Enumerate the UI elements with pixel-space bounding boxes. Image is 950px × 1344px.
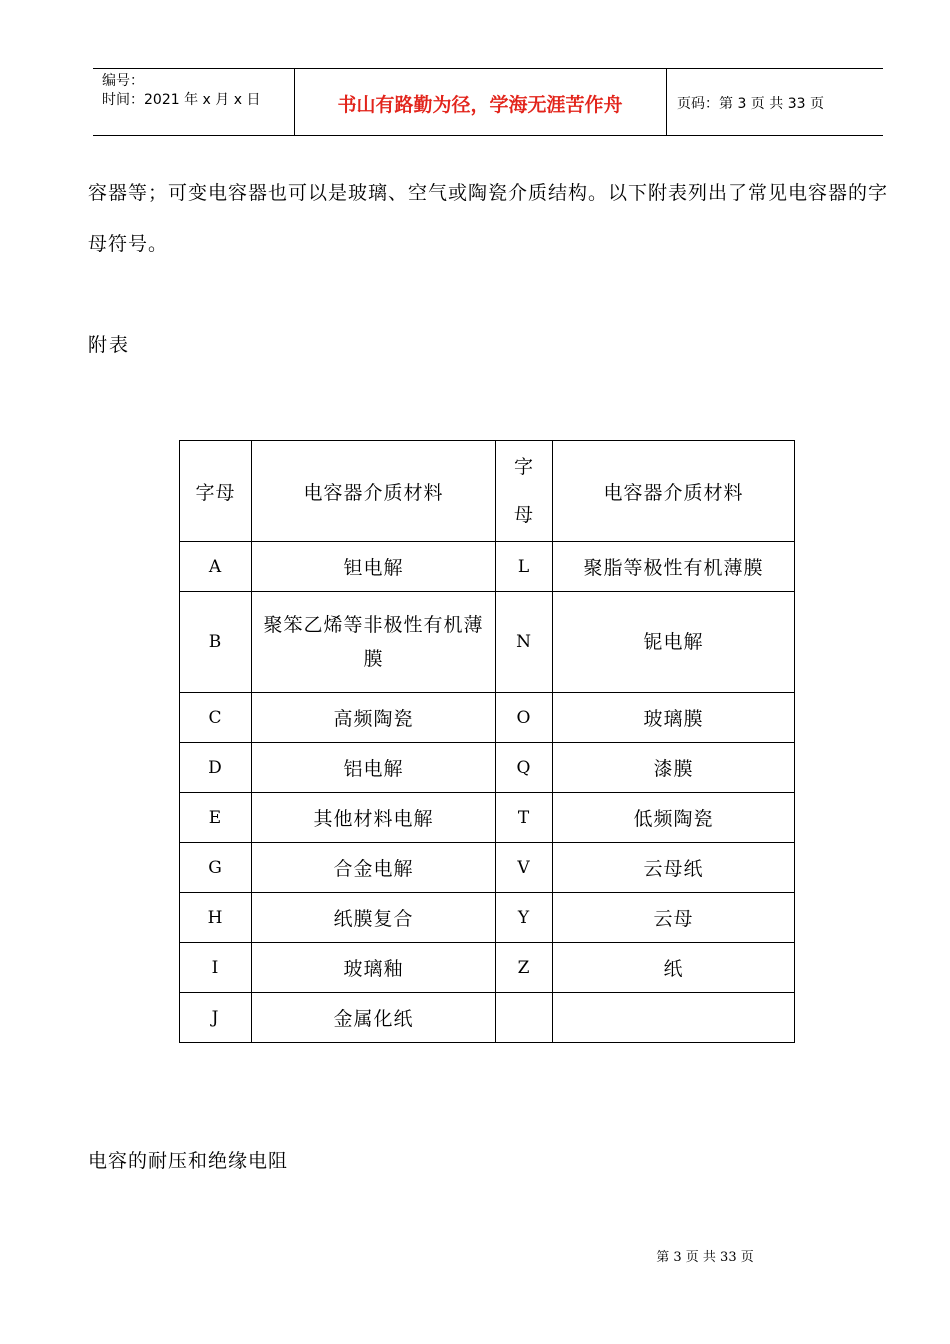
- table-row: [180, 893, 795, 943]
- table-row: [180, 542, 795, 592]
- table-header-row: [180, 441, 795, 542]
- letter-cell: I: [180, 943, 252, 993]
- material-cell: 云母: [553, 893, 795, 943]
- material-cell: 铝电解: [252, 743, 496, 793]
- letter-cell: Y: [496, 893, 553, 943]
- material-cell: 高频陶瓷: [252, 693, 496, 743]
- letter-cell: J: [180, 993, 252, 1043]
- letter-cell: N: [496, 592, 553, 693]
- header-meta: [102, 72, 260, 110]
- material-cell: 合金电解: [252, 843, 496, 893]
- material-cell: 钽电解: [252, 542, 496, 592]
- material-cell: 玻璃釉: [252, 943, 496, 993]
- section-heading: 电容的耐压和绝缘电阻: [88, 1150, 289, 1172]
- letter-cell: T: [496, 793, 553, 843]
- header-motto: 书山有路勤为径，学海无涯苦作舟: [337, 94, 623, 116]
- letter-cell: Z: [496, 943, 553, 993]
- table-row: [180, 843, 795, 893]
- table-row: [180, 592, 795, 693]
- letter-cell: B: [180, 592, 252, 693]
- material-cell: [553, 993, 795, 1043]
- letter-cell: [496, 993, 553, 1043]
- material-cell: 纸膜复合: [252, 893, 496, 943]
- material-cell: 低频陶瓷: [553, 793, 795, 843]
- header-letter-2-line2: 母: [513, 504, 534, 526]
- material-cell: 其他材料电解: [252, 793, 496, 843]
- material-cell: 聚笨乙烯等非极性有机薄膜: [252, 592, 496, 693]
- header-bottom-rule: [93, 135, 883, 136]
- letter-cell: L: [496, 542, 553, 592]
- header-top-rule: [93, 68, 883, 69]
- material-cell: 金属化纸: [252, 993, 496, 1043]
- letter-cell: Q: [496, 743, 553, 793]
- material-cell: 玻璃膜: [553, 693, 795, 743]
- letter-cell: E: [180, 793, 252, 843]
- header-letter: 字母: [180, 441, 252, 542]
- page-footer: [0, 1246, 950, 1265]
- table-row: [180, 743, 795, 793]
- table-row: [180, 993, 795, 1043]
- header-page-info: 页码：第 3 页 共 33 页: [677, 96, 824, 112]
- header-letter-2-line1: 字: [513, 456, 534, 478]
- material-cell: 聚脂等极性有机薄膜: [553, 542, 795, 592]
- header-divider-right: [666, 68, 667, 135]
- material-cell: 铌电解: [553, 592, 795, 693]
- letter-cell: V: [496, 843, 553, 893]
- letter-cell: O: [496, 693, 553, 743]
- header-serial-label: 编号：: [102, 73, 144, 89]
- header-material: 电容器介质材料: [252, 441, 496, 542]
- letter-cell: D: [180, 743, 252, 793]
- table-row: [180, 943, 795, 993]
- material-cell: 漆膜: [553, 743, 795, 793]
- header-material-2: 电容器介质材料: [553, 441, 795, 542]
- letter-cell: G: [180, 843, 252, 893]
- body-paragraph: 容器等；可变电容器也可以是玻璃、空气或陶瓷介质结构。以下附表列出了常见电容器的字母符号。: [88, 182, 889, 255]
- table-row: [180, 693, 795, 743]
- material-cell: 纸: [553, 943, 795, 993]
- letter-cell: A: [180, 542, 252, 592]
- letter-cell: H: [180, 893, 252, 943]
- footer-page-number: 第 3 页 共 33 页: [656, 1250, 754, 1265]
- capacitor-letter-table: [179, 440, 795, 1043]
- table-row: [180, 793, 795, 843]
- material-cell: 云母纸: [553, 843, 795, 893]
- letter-cell: C: [180, 693, 252, 743]
- header-date: 时间：2021 年 x 月 x 日: [102, 92, 261, 108]
- header-letter-2: [496, 441, 553, 542]
- appendix-label: 附表: [88, 334, 131, 356]
